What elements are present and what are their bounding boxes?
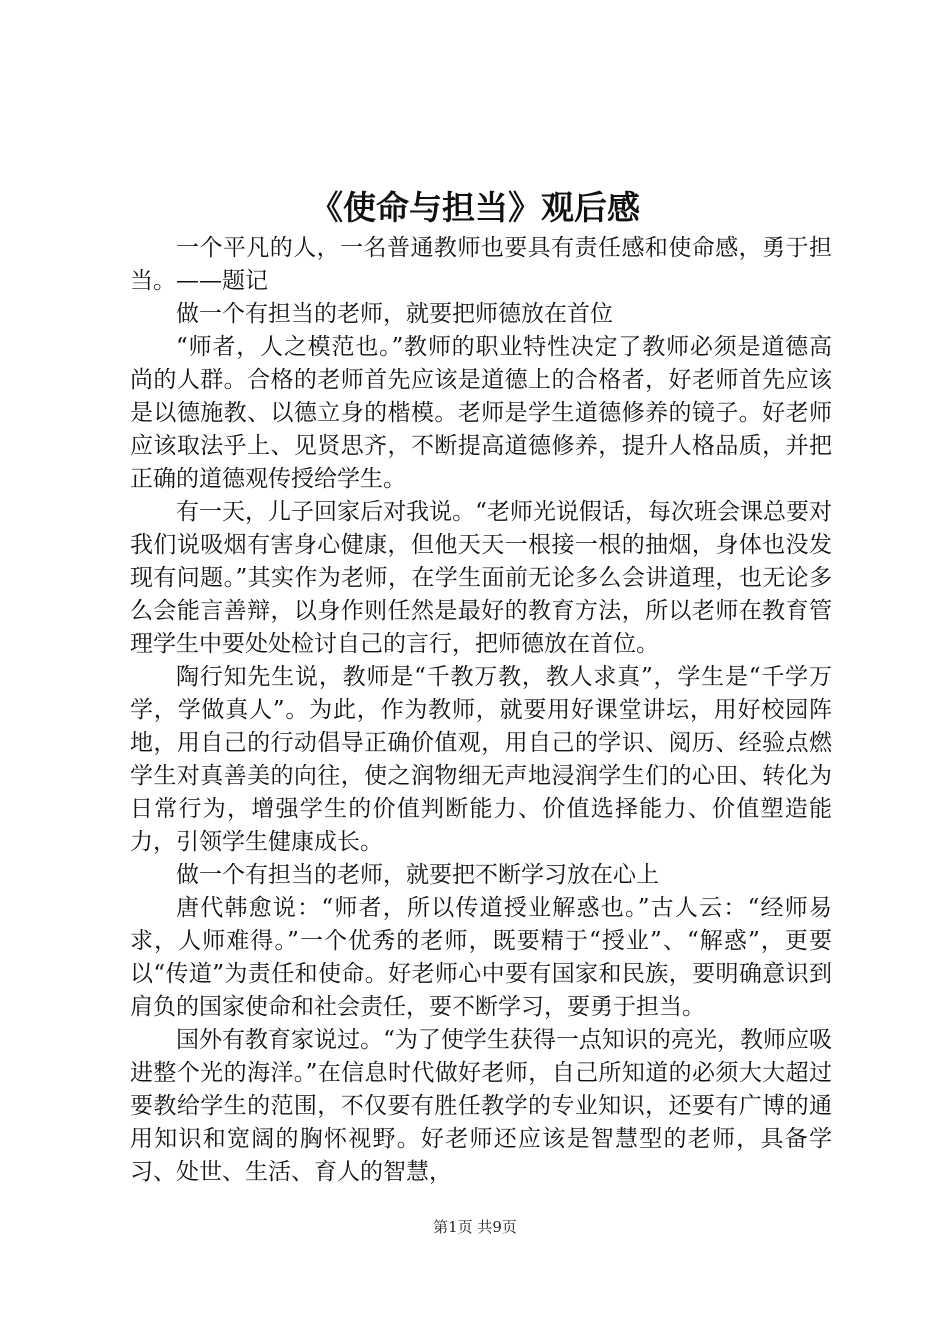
body-paragraph: “师者，人之模范也。”教师的职业特性决定了教师必须是道德高尚的人群。合格的老师首先应该是道德上的合格者，好老师首先应该是以德施教、以德立身的楷模。老师是学生道德修养的镜子。好老师应该取法乎上、见贤思齐，不断提高道德修养，提升人格品质，并把正确的道德观传授给学生。 xyxy=(130,334,832,492)
body-paragraph: 国外有教育家说过。“为了使学生获得一点知识的亮光，教师应吸进整个光的海洋。”在信息时代做好老师，自己所知道的必须大大超过要教给学生的范围，不仅要有胜任教学的专业知识，还要有广博的通用知识和宽阔的胸怀视野。好老师还应该是智慧型的老师，具备学习、处世、生活、育人的智慧， xyxy=(130,1027,832,1185)
body-paragraph: 唐代韩愈说：“师者，所以传道授业解惑也。”古人云：“经师易求，人师难得。”一个优秀的老师，既要精于“授业”、“解惑”，更要以“传道”为责任和使命。好老师心中要有国家和民族，要明确意识到肩负的国家使命和社会责任，要不断学习，要勇于担当。 xyxy=(130,895,832,1020)
section-heading: 做一个有担当的老师，就要把不断学习放在心上 xyxy=(176,862,659,888)
epigraph-paragraph: 一个平凡的人，一名普通教师也要具有责任感和使命感，勇于担当。——题记 xyxy=(130,235,832,294)
body-paragraph: 有一天，儿子回家后对我说。“老师光说假话，每次班会课总要对我们说吸烟有害身心健康，但他天天一根接一根的抽烟，身体也没发现有问题。”其实作为老师，在学生面前无论多么会讲道理，也无论多么会能言善辩，以身作则任然是最好的教育方法，所以老师在教育管理学生中要处处检讨自己的言行，把师德放在首位。 xyxy=(130,499,832,657)
section-heading: 做一个有担当的老师，就要把师德放在首位 xyxy=(176,301,613,327)
document-body xyxy=(130,232,832,1189)
page-footer: 第1页 共9页 xyxy=(433,1218,517,1236)
document-title: 《使命与担当》观后感 xyxy=(310,188,640,227)
body-paragraph: 陶行知先生说，教师是“千教万教，教人求真”，学生是“千学万学，学做真人”。为此，作为教师，就要用好课堂讲坛，用好校园阵地，用自己的行动倡导正确价值观，用自己的学识、阅历、经验点燃学生对真善美的向往，使之润物细无声地浸润学生们的心田、转化为日常行为，增强学生的价值判断能力、价值选择能力、价值塑造能力，引领学生健康成长。 xyxy=(130,664,832,855)
